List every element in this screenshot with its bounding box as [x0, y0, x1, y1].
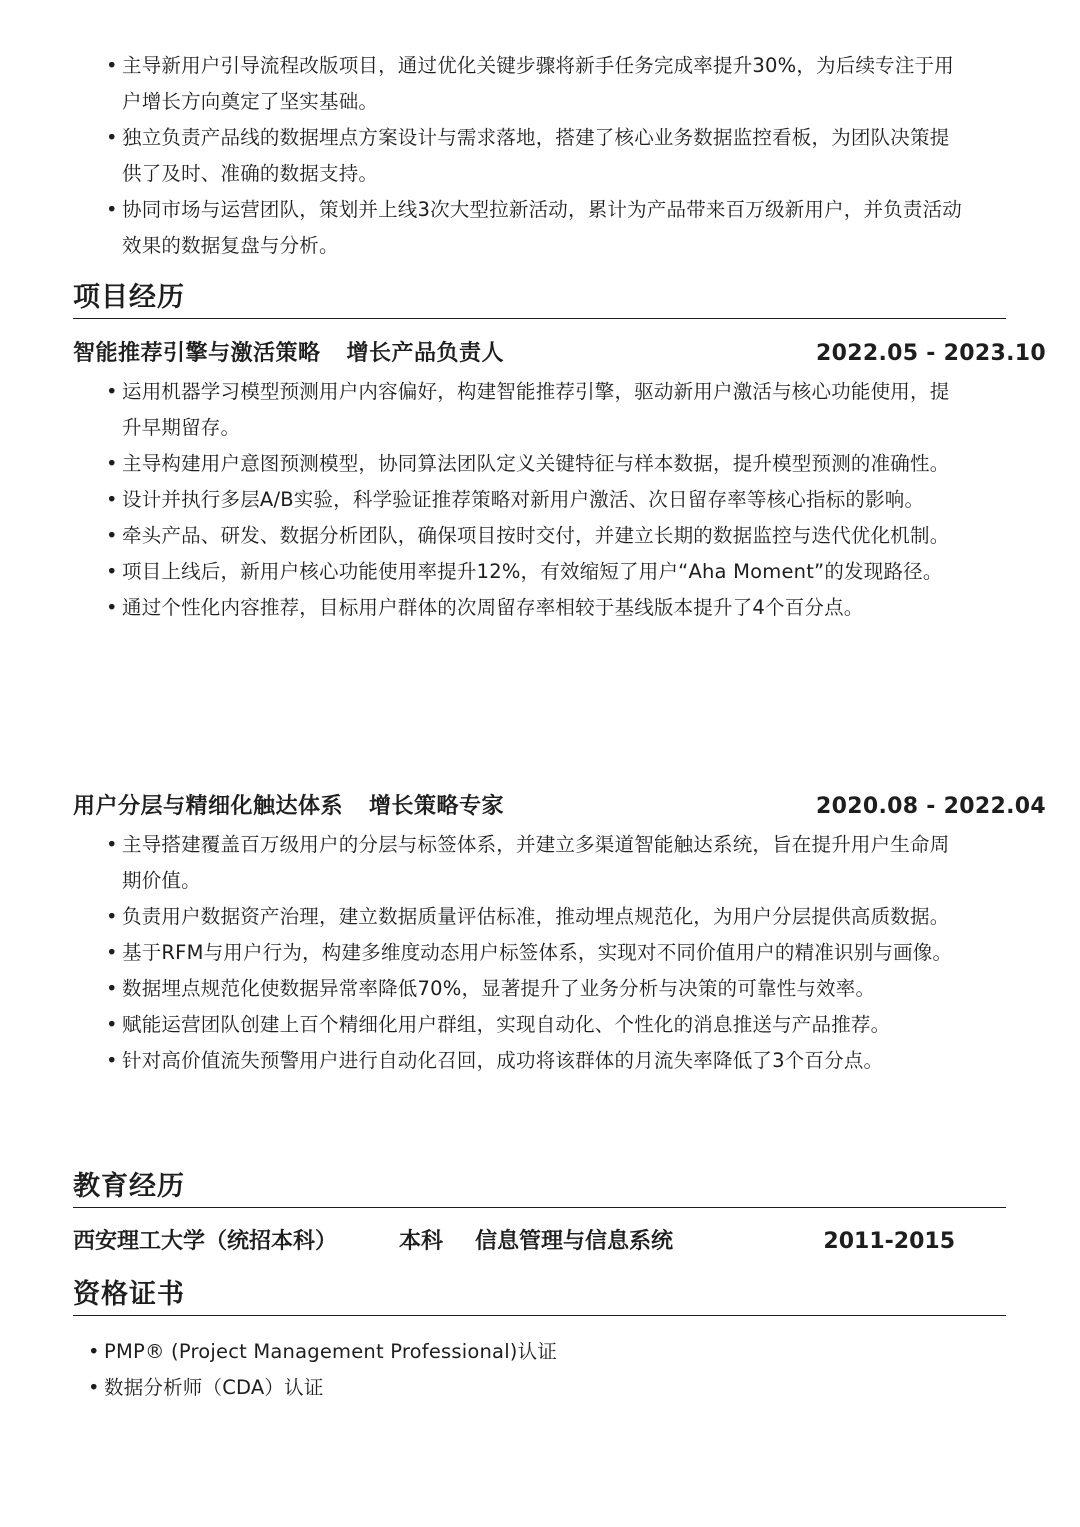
project-bullet: • 数据埋点规范化使数据异常率降低70%，显著提升了业务分析与决策的可靠性与效率。 [106, 971, 966, 1007]
major: 信息管理与信息系统 [475, 1229, 674, 1254]
certificate-list [88, 1334, 557, 1406]
projects-section-heading [73, 274, 1006, 319]
school-name: 西安理工大学（统招本科） [73, 1229, 338, 1254]
project-title [73, 334, 504, 374]
project-dates: 2020.08 - 2022.04 [816, 794, 1046, 819]
project-bullet-list [106, 827, 966, 1079]
education-heading-text: 教育经历 [73, 1171, 185, 1202]
project-role: 增长策略专家 [369, 794, 505, 819]
projects-heading-text: 项目经历 [73, 282, 185, 313]
education-row [73, 1222, 955, 1262]
project-bullet: • 项目上线后，新用户核心功能使用率提升12%，有效缩短了用户“Aha Moment”的发现路径。 [106, 554, 966, 590]
project-bullet: • 针对高价值流失预警用户进行自动化召回，成功将该群体的月流失率降低了3个百分点。 [106, 1043, 966, 1079]
project-name: 智能推荐引擎与激活策略 [73, 341, 321, 366]
certificate-item: • PMP® (Project Management Professional)认证 [88, 1334, 557, 1370]
project-title [73, 787, 504, 827]
project-bullet: • 设计并执行多层A/B实验，科学验证推荐策略对新用户激活、次日留存率等核心指标的影响。 [106, 482, 966, 518]
project-bullet: • 通过个性化内容推荐，目标用户群体的次周留存率相较于基线版本提升了4个百分点。 [106, 590, 966, 626]
project-bullet: • 运用机器学习模型预测用户内容偏好，构建智能推荐引擎，驱动新用户激活与核心功能使用，提升早期留存。 [106, 374, 966, 446]
degree: 本科 [399, 1229, 444, 1254]
certificates-heading-text: 资格证书 [73, 1279, 185, 1310]
project-dates: 2022.05 - 2023.10 [816, 341, 1046, 366]
project-role: 增长产品负责人 [346, 341, 505, 366]
project-bullet: • 主导搭建覆盖百万级用户的分层与标签体系，并建立多渠道智能触达系统，旨在提升用户生命周期价值。 [106, 827, 966, 899]
project-header [73, 334, 1046, 374]
education-years: 2011-2015 [823, 1229, 955, 1254]
certificate-item: • 数据分析师（CDA）认证 [88, 1370, 557, 1406]
work-bullet: • 协同市场与运营团队，策划并上线3次大型拉新活动，累计为产品带来百万级新用户，并负责活动效果的数据复盘与分析。 [106, 192, 966, 264]
work-bullet: • 主导新用户引导流程改版项目，通过优化关键步骤将新手任务完成率提升30%，为后续专注于用户增长方向奠定了坚实基础。 [106, 48, 966, 120]
project-header [73, 787, 1046, 827]
work-bullet-list [106, 48, 966, 264]
project-name: 用户分层与精细化触达体系 [73, 794, 344, 819]
work-bullet: • 独立负责产品线的数据埋点方案设计与需求落地，搭建了核心业务数据监控看板，为团队决策提供了及时、准确的数据支持。 [106, 120, 966, 192]
project-bullet: • 主导构建用户意图预测模型，协同算法团队定义关键特征与样本数据，提升模型预测的准确性。 [106, 446, 966, 482]
project-bullet: • 基于RFM与用户行为，构建多维度动态用户标签体系，实现对不同价值用户的精准识别与画像。 [106, 935, 966, 971]
project-bullet: • 牵头产品、研发、数据分析团队，确保项目按时交付，并建立长期的数据监控与迭代优化机制。 [106, 518, 966, 554]
education-section-heading [73, 1163, 1006, 1208]
certificates-section-heading [73, 1271, 1006, 1316]
project-bullet: • 负责用户数据资产治理，建立数据质量评估标准，推动埋点规范化，为用户分层提供高质数据。 [106, 899, 966, 935]
project-bullet: • 赋能运营团队创建上百个精细化用户群组，实现自动化、个性化的消息推送与产品推荐。 [106, 1007, 966, 1043]
project-bullet-list [106, 374, 966, 626]
